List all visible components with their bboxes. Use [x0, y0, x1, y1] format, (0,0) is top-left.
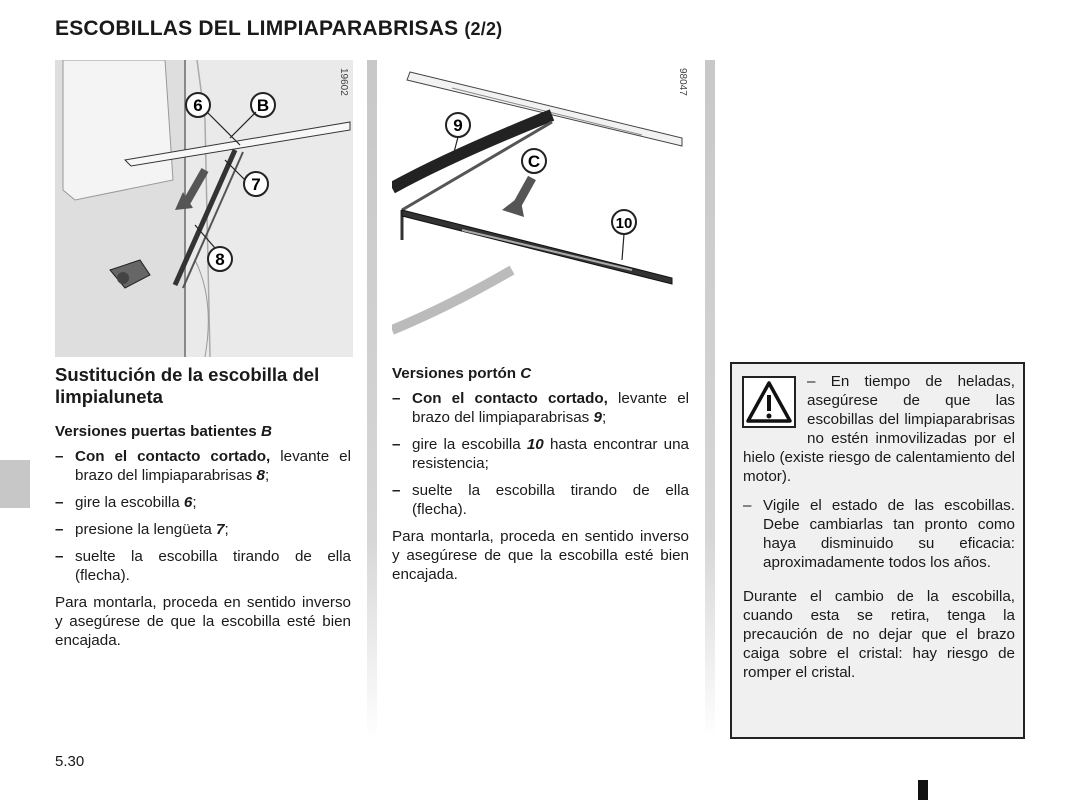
figure-ref: 98047 [677, 68, 688, 96]
step-item: – presione la lengüeta 7; [55, 521, 229, 538]
callout-c: C [527, 152, 541, 171]
step-item: – suelte la escobilla tirando de ella (flecha). [392, 482, 689, 518]
warning-box [730, 362, 1025, 739]
column-divider [705, 60, 715, 740]
step-item: – suelte la escobilla tirando de ella (flecha). [55, 548, 351, 584]
subheading: Versiones portón C [392, 365, 532, 382]
step-item: – gire la escobilla 10 hasta encontrar una resistencia; [392, 436, 689, 472]
page-title [55, 17, 502, 41]
warning-item: – En tiempo de heladas, asegúrese de que las escobillas del limpiaparabrisas no estén inmovilizadas por el hielo (existe riesgo de calentamiento del motor). [743, 373, 1015, 485]
figure-ref: 19602 [338, 68, 349, 96]
step-item: – gire la escobilla 6; [55, 494, 197, 511]
title-text: ESCOBILLAS DEL LIMPIAPARABRISAS [55, 17, 459, 40]
warning-paragraph: Durante el cambio de la escobilla, cuando esta se retira, tenga la precaución de no dejar que el brazo caiga sobre el cristal: hay riesgo de romper el cristal. [743, 588, 1015, 682]
subheading: Versiones puertas batientes B [55, 423, 272, 440]
callout-6: 6 [193, 96, 203, 115]
column-divider [367, 60, 377, 740]
callout-7: 7 [251, 175, 261, 194]
warning-text [743, 372, 1015, 697]
step-item: – Con el contacto cortado, levante el brazo del limpiaparabrisas 8; [55, 448, 352, 484]
callout-8: 8 [215, 250, 225, 269]
step-item: – Con el contacto cortado, levante el brazo del limpiaparabrisas 9; [392, 390, 690, 426]
left-column [55, 364, 351, 650]
title-part: (2/2) [464, 19, 503, 39]
rear-door-wiper-illustration [55, 60, 353, 357]
closing-paragraph: Para montarla, proceda en sentido inverso y asegúrese de que la escobilla esté bien encajada. [392, 528, 689, 583]
middle-column [392, 364, 689, 584]
section-tab [0, 460, 30, 508]
callout-b: B [256, 96, 270, 115]
tailgate-wiper-illustration [392, 60, 690, 357]
page-mark [918, 780, 928, 800]
section-heading: Sustitución de la escobilla del limpialuneta [55, 364, 320, 407]
warning-item: – Vigile el estado de las escobillas. Debe cambiarlas tan pronto como haya disminuido su eficacia: aproximadamente todos los años. [743, 497, 1015, 571]
callout-9: 9 [453, 116, 463, 135]
closing-paragraph: Para montarla, proceda en sentido inverso y asegúrese de que la escobilla esté bien encajada. [55, 594, 351, 649]
callout-10: 10 [615, 215, 633, 232]
page-number: 5.30 [55, 753, 85, 770]
